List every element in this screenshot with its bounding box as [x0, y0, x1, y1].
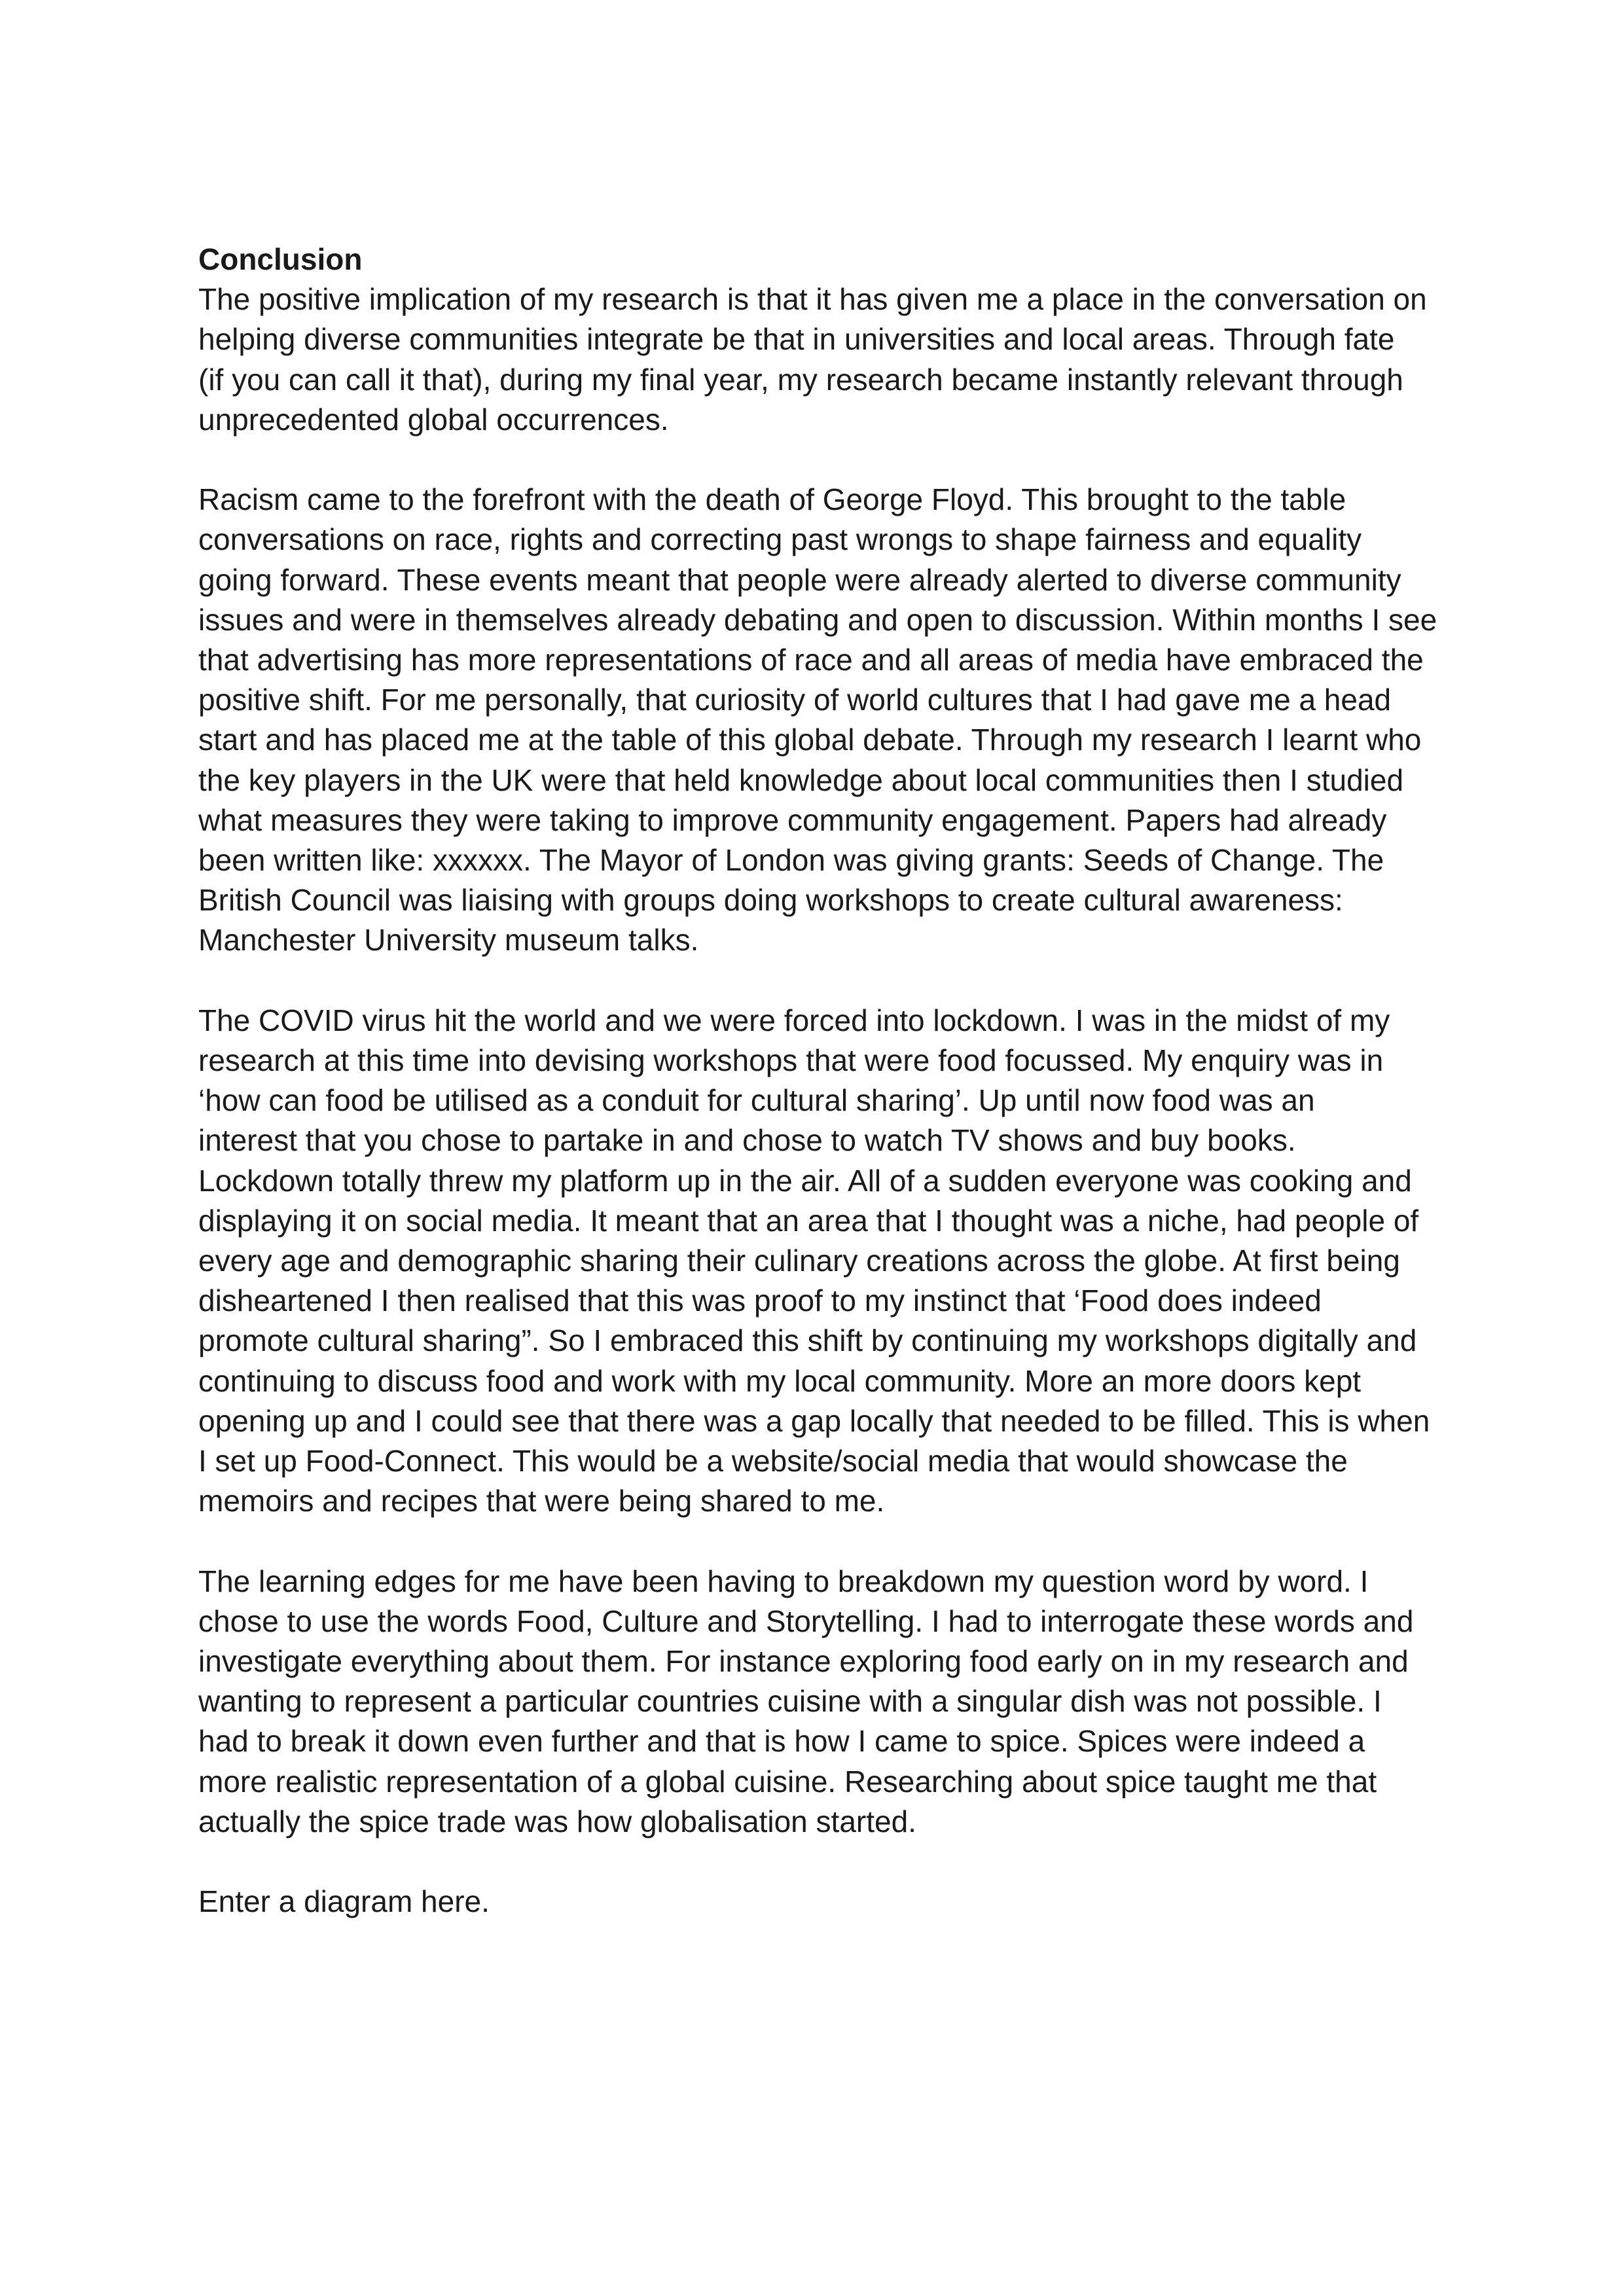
paragraph-diagram-placeholder: Enter a diagram here. [198, 1884, 490, 1919]
paragraph-implication: The positive implication of my research is that it has given me a place in the conversation on helping diverse communities integrate be that in universities and local areas. Through fate (if you can call it that), during my final year, my research became instantly relevant through unprecedented global occurrences. [198, 282, 1427, 437]
paragraph-racism: Racism came to the forefront with the death of George Floyd. This brought to the table conversations on race, rights and correcting past wrongs to shape fairness and equality going forward. These events meant that people were already alerted to diverse community issues and were in themselves already debating and open to discussion. Within months I see that advertising has more representations of race and all areas of media have embraced the positive shift. For me personally, that curiosity of world cultures that I had gave me a head start and has placed me at the table of this global debate. Through my research I learnt who the key players in the UK were that held knowledge about local communities then I studied what measures they were taking to improve community engagement. Papers had already been written like: xxxxxx. The Mayor of London was giving grants: Seeds of Change. The British Council was liaising with groups doing workshops to create cultural awareness: Manchester University museum talks. [198, 482, 1437, 958]
document-body [198, 240, 1455, 1922]
paragraph-covid: The COVID virus hit the world and we were forced into lockdown. I was in the midst of my research at this time into devising workshops that were food focussed. My enquiry was in ‘how can food be utilised as a conduit for cultural sharing’. Up until now food was an interest that you chose to partake in and chose to watch TV shows and buy books. Lockdown totally threw my platform up in the air. All of a sudden everyone was cooking and displaying it on social media. It meant that an area that I thought was a niche, had people of every age and demographic sharing their culinary creations across the globe. At first being disheartened I then realised that this was proof to my instinct that ‘Food does indeed promote cultural sharing”. So I embraced this shift by continuing my workshops digitally and continuing to discuss food and work with my local community. More an more doors kept opening up and I could see that there was a gap locally that needed to be filled. This is when I set up Food-Connect. This would be a website/social media that would showcase the memoirs and recipes that were being shared to me. [198, 1003, 1430, 1518]
section-heading: Conclusion [198, 242, 363, 276]
paragraph-learning-edges: The learning edges for me have been having to breakdown my question word by word. I chose to use the words Food, Culture and Storytelling. I had to interrogate these words and investigate everything about them. For instance exploring food early on in my research and wanting to represent a particular countries cuisine with a singular dish was not possible. I had to break it down even further and that is how I came to spice. Spices were indeed a more realistic representation of a global cuisine. Researching about spice taught me that actually the spice trade was how globalisation started. [198, 1564, 1414, 1839]
